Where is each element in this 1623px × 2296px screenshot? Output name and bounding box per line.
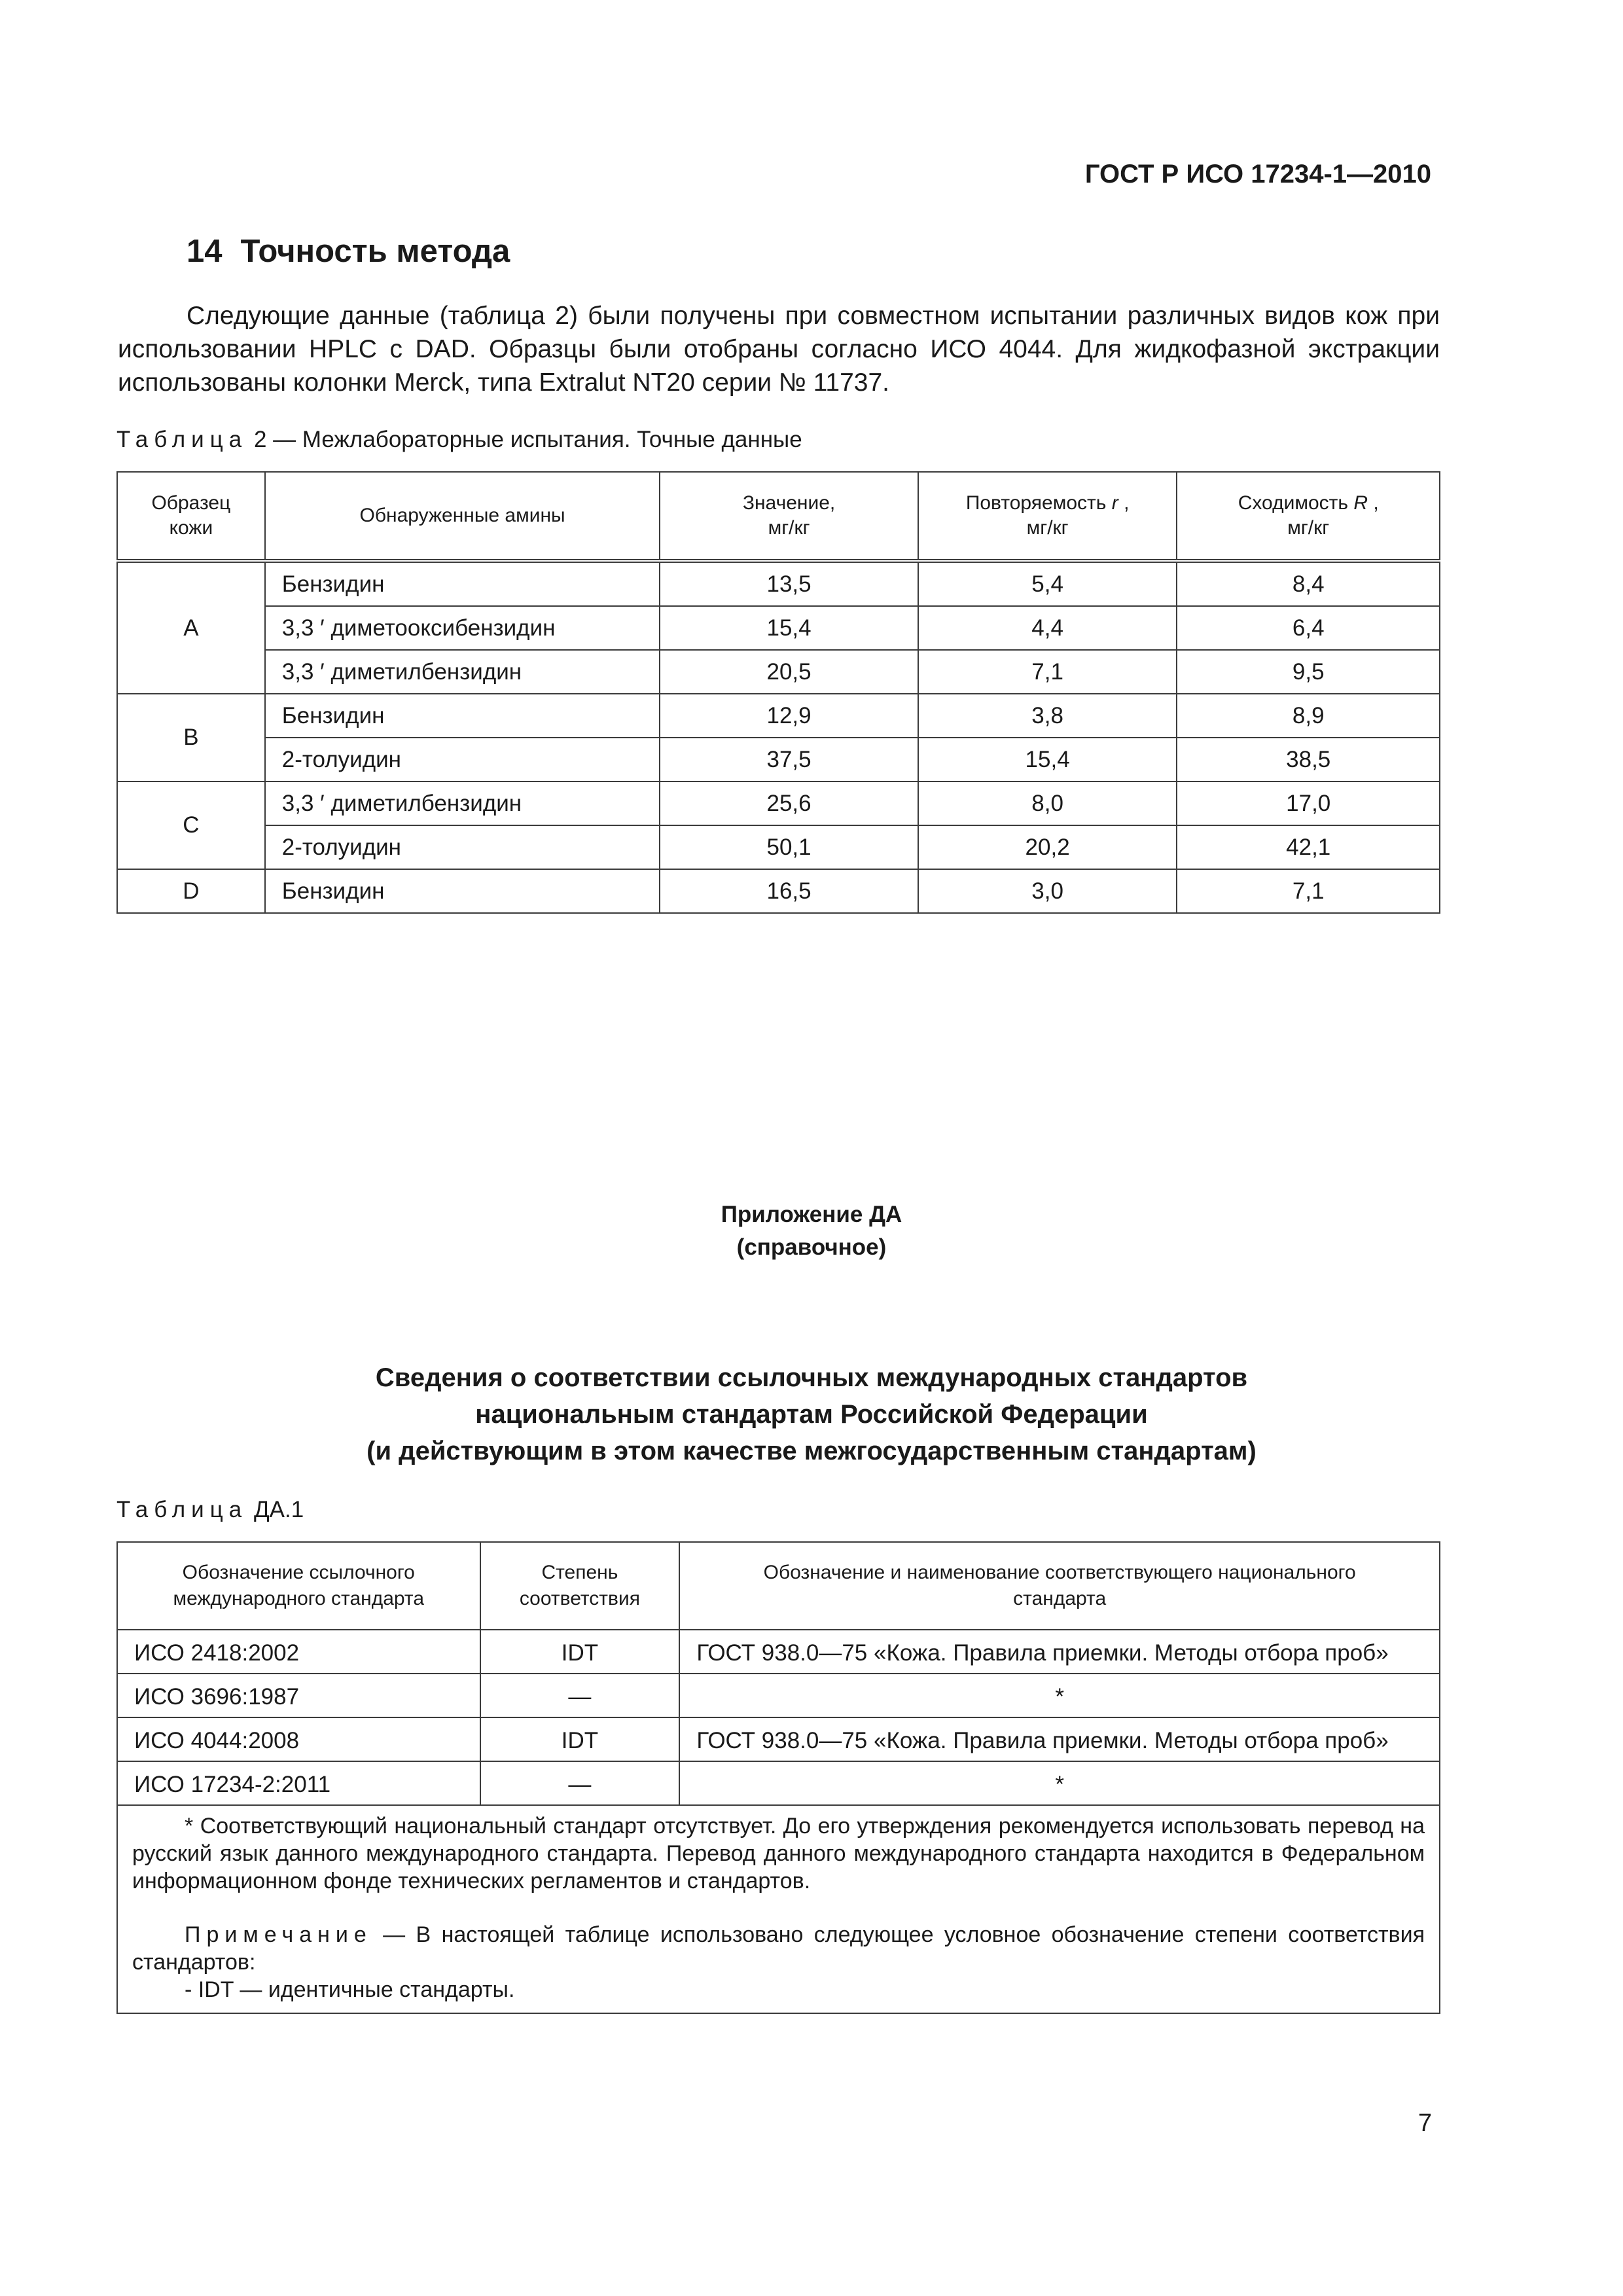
note bbox=[132, 1921, 1425, 1976]
header-value-line1: Значение, bbox=[742, 492, 836, 514]
repeatability-cell: 4,4 bbox=[918, 606, 1177, 650]
header-ref-line2: международного стандарта bbox=[173, 1588, 425, 1609]
section-heading bbox=[187, 233, 510, 270]
degree-cell: — bbox=[480, 1674, 680, 1717]
header-repro-line2: мг/кг bbox=[1287, 517, 1330, 539]
sample-cell: A bbox=[117, 561, 265, 694]
repeatability-cell: 15,4 bbox=[918, 738, 1177, 781]
table-row bbox=[117, 1717, 1440, 1761]
national-cell: ГОСТ 938.0—75 «Кожа. Правила приемки. Методы отбора проб» bbox=[679, 1630, 1440, 1674]
header-rep-line1: Повторяемость bbox=[965, 492, 1107, 514]
table-row bbox=[117, 650, 1440, 694]
reproducibility-cell: 6,4 bbox=[1177, 606, 1440, 650]
header-sample-line1: Образец bbox=[151, 492, 231, 514]
reproducibility-cell: 7,1 bbox=[1177, 869, 1440, 913]
standards-correspondence-table bbox=[116, 1541, 1440, 2014]
header-rep-line2: мг/кг bbox=[1026, 517, 1069, 539]
reference-cell: ИСО 4044:2008 bbox=[117, 1717, 480, 1761]
national-cell: ГОСТ 938.0—75 «Кожа. Правила приемки. Методы отбора проб» bbox=[679, 1717, 1440, 1761]
annex-subtitle: (справочное) bbox=[736, 1234, 887, 1260]
annex-main-title bbox=[0, 1359, 1623, 1469]
value-cell: 13,5 bbox=[660, 561, 918, 606]
repeatability-cell: 5,4 bbox=[918, 561, 1177, 606]
amine-cell: Бензидин bbox=[265, 694, 660, 738]
footnote: * Соответствующий национальный стандарт отсутствует. До его утверждения рекомендуется использовать перевод на русский язык данного международного стандарта. Перевод данного международного стандарта находится в Федеральном информационном фонде технических регламентов и стандартов. bbox=[132, 1814, 1425, 1893]
amine-cell: Бензидин bbox=[265, 869, 660, 913]
annex-title-line3: (и действующим в этом качестве межгосударственным стандартам) bbox=[366, 1437, 1257, 1465]
tableDA-header-row bbox=[117, 1542, 1440, 1630]
annex-heading bbox=[0, 1198, 1623, 1264]
table-row bbox=[117, 1674, 1440, 1717]
note-label: Примечание bbox=[185, 1922, 372, 1947]
note-text: — В настоящей таблице использовано следующее условное обозначение степени соответствия стандартов: bbox=[132, 1922, 1425, 1975]
table-row bbox=[117, 781, 1440, 825]
repeatability-cell: 8,0 bbox=[918, 781, 1177, 825]
header-repro-line1: Сходимость bbox=[1238, 492, 1349, 514]
table2-caption-label: Таблица bbox=[116, 427, 248, 452]
header-sample bbox=[117, 472, 265, 561]
table-row bbox=[117, 825, 1440, 869]
header-value bbox=[660, 472, 918, 561]
tableDA-caption bbox=[116, 1497, 304, 1523]
value-cell: 12,9 bbox=[660, 694, 918, 738]
header-rep-symbol: r bbox=[1111, 492, 1118, 514]
sample-cell: D bbox=[117, 869, 265, 913]
reproducibility-cell: 8,4 bbox=[1177, 561, 1440, 606]
amine-cell: 3,3 ′ диметилбензидин bbox=[265, 650, 660, 694]
header-amines bbox=[265, 472, 660, 561]
reproducibility-cell: 17,0 bbox=[1177, 781, 1440, 825]
header-ref-line1: Обозначение ссылочного bbox=[182, 1562, 415, 1583]
degree-cell: IDT bbox=[480, 1717, 680, 1761]
table-row bbox=[117, 606, 1440, 650]
table-row bbox=[117, 694, 1440, 738]
reference-cell: ИСО 3696:1987 bbox=[117, 1674, 480, 1717]
header-repeatability: Повторяемость r , мг/кг bbox=[918, 472, 1177, 561]
value-cell: 25,6 bbox=[660, 781, 918, 825]
table2-header-row bbox=[117, 472, 1440, 561]
table-row bbox=[117, 561, 1440, 606]
header-reproducibility: Сходимость R , мг/кг bbox=[1177, 472, 1440, 561]
annex-title: Приложение ДА bbox=[721, 1202, 902, 1227]
amine-cell: 3,3 ′ диметилбензидин bbox=[265, 781, 660, 825]
tableDA-caption-label: Таблица bbox=[116, 1497, 248, 1522]
reproducibility-cell: 38,5 bbox=[1177, 738, 1440, 781]
value-cell: 15,4 bbox=[660, 606, 918, 650]
table2-caption-text: 2 — Межлабораторные испытания. Точные данные bbox=[247, 427, 802, 452]
repeatability-cell: 20,2 bbox=[918, 825, 1177, 869]
header-national-line1: Обозначение и наименование соответствующего национального bbox=[763, 1562, 1356, 1583]
header-repro-symbol: R bbox=[1353, 492, 1368, 514]
note-item: - IDT — идентичные стандарты. bbox=[185, 1977, 515, 2002]
header-national-standard bbox=[679, 1542, 1440, 1630]
reproducibility-cell: 42,1 bbox=[1177, 825, 1440, 869]
degree-cell: IDT bbox=[480, 1630, 680, 1674]
table2-caption bbox=[116, 427, 802, 453]
reproducibility-cell: 9,5 bbox=[1177, 650, 1440, 694]
header-amines-text: Обнаруженные амины bbox=[359, 505, 565, 526]
value-cell: 37,5 bbox=[660, 738, 918, 781]
table-row bbox=[117, 1761, 1440, 1805]
reproducibility-cell: 8,9 bbox=[1177, 694, 1440, 738]
header-value-line2: мг/кг bbox=[768, 517, 810, 539]
document-code: ГОСТ Р ИСО 17234-1—2010 bbox=[1084, 160, 1431, 188]
header-degree-line1: Степень bbox=[541, 1562, 618, 1583]
header-degree bbox=[480, 1542, 680, 1630]
table-notes-cell bbox=[117, 1805, 1440, 2013]
value-cell: 50,1 bbox=[660, 825, 918, 869]
table-row bbox=[117, 869, 1440, 913]
table-row bbox=[117, 1630, 1440, 1674]
table-row bbox=[117, 738, 1440, 781]
reference-cell: ИСО 17234-2:2011 bbox=[117, 1761, 480, 1805]
section-number: 14 bbox=[187, 234, 223, 269]
sample-cell: C bbox=[117, 781, 265, 869]
repeatability-cell: 3,8 bbox=[918, 694, 1177, 738]
page-number: 7 bbox=[1418, 2109, 1432, 2137]
repeatability-cell: 7,1 bbox=[918, 650, 1177, 694]
degree-cell: — bbox=[480, 1761, 680, 1805]
amine-cell: 3,3 ′ диметооксибензидин bbox=[265, 606, 660, 650]
annex-title-line2: национальным стандартам Российской Федерации bbox=[475, 1400, 1148, 1429]
national-cell: * bbox=[679, 1674, 1440, 1717]
reference-cell: ИСО 2418:2002 bbox=[117, 1630, 480, 1674]
intro-paragraph: Следующие данные (таблица 2) были получены при совместном испытании различных видов кож при использовании HPLC с DAD. Образцы были отобраны согласно ИСО 4044. Для жидкофазной экстракции использованы колонки Merck, типа Extralut NT20 серии № 11737. bbox=[118, 302, 1440, 397]
table-notes-row bbox=[117, 1805, 1440, 2013]
annex-title-line1: Сведения о соответствии ссылочных международных стандартов bbox=[375, 1363, 1248, 1392]
amine-cell: 2-толуидин bbox=[265, 825, 660, 869]
precision-table bbox=[116, 471, 1440, 914]
tableDA-caption-text: ДА.1 bbox=[247, 1497, 304, 1522]
sample-cell: B bbox=[117, 694, 265, 781]
amine-cell: Бензидин bbox=[265, 561, 660, 606]
value-cell: 16,5 bbox=[660, 869, 918, 913]
amine-cell: 2-толуидин bbox=[265, 738, 660, 781]
section-title: Точность метода bbox=[240, 234, 510, 269]
header-reference-standard bbox=[117, 1542, 480, 1630]
national-cell: * bbox=[679, 1761, 1440, 1805]
header-degree-line2: соответствия bbox=[519, 1588, 640, 1609]
value-cell: 20,5 bbox=[660, 650, 918, 694]
header-national-line2: стандарта bbox=[1013, 1588, 1107, 1609]
repeatability-cell: 3,0 bbox=[918, 869, 1177, 913]
header-sample-line2: кожи bbox=[169, 517, 213, 539]
